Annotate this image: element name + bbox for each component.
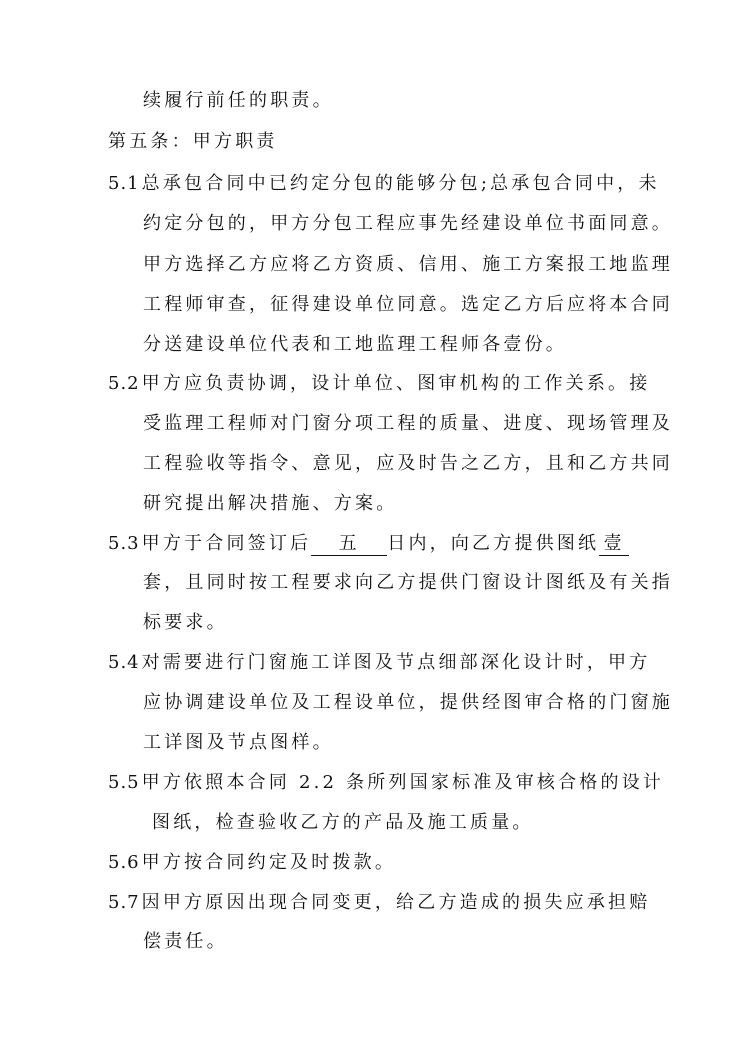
clause-number: 5.6 <box>108 852 140 873</box>
clause-number: 5.7 <box>108 892 140 913</box>
clause-number: 5.4 <box>108 652 140 673</box>
article-heading: 第五条：甲方职责 <box>108 131 278 152</box>
clause-5-3: 5.3 甲方于合同签订后 五 日内，向乙方提供图纸 壹 <box>108 532 629 556</box>
clause-5-4-line-3: 工详图及节点图样。 <box>143 732 334 753</box>
fill-blank-days: 五 <box>311 533 387 556</box>
clause-5-2-line-4: 研究提出解决措施、方案。 <box>143 493 398 514</box>
clause-5-1-line-2: 约定分包的，甲方分包工程应事先经建设单位书面同意。 <box>143 213 673 234</box>
text-line-continuation: 续履行前任的职责。 <box>143 90 334 111</box>
clause-5-7: 5.7 因甲方原因出现合同变更，给乙方造成的损失应承担赔 <box>108 892 651 913</box>
clause-5-5-line-2: 图纸，检查验收乙方的产品及施工质量。 <box>152 812 534 833</box>
clause-5-1-line-4: 工程师审查，征得建设单位同意。选定乙方后应将本合同 <box>143 294 673 315</box>
clause-5-2-line-3: 工程验收等指令、意见，应及时告之乙方，且和乙方共同 <box>143 453 673 474</box>
clause-5-1-line-5: 分送建设单位代表和工地监理工程师各壹份。 <box>143 334 567 355</box>
clause-5-3-line-3: 标要求。 <box>143 612 228 633</box>
clause-5-1: 5.1 总承包合同中已约定分包的能够分包;总承包合同中，未 <box>108 173 660 194</box>
clause-number: 5.2 <box>108 373 140 394</box>
clause-5-6: 5.6 甲方按合同约定及时拨款。 <box>108 852 397 873</box>
clause-5-7-line-2: 偿责任。 <box>143 931 228 952</box>
clause-number: 5.3 <box>108 533 140 554</box>
clause-5-5: 5.5 甲方依照本合同 2.2 条所列国家标准及审核合格的设计 <box>108 772 665 793</box>
clause-5-2: 5.2 甲方应负责协调，设计单位、图审机构的工作关系。接 <box>108 373 651 394</box>
clause-5-4-line-2: 应协调建设单位及工程设单位，提供经图审合格的门窗施 <box>143 692 673 713</box>
clause-number: 5.5 <box>108 772 140 793</box>
clause-5-2-line-2: 受监理工程师对门窗分项工程的质量、进度、现场管理及 <box>143 413 673 434</box>
clause-5-1-line-3: 甲方选择乙方应将乙方资质、信用、施工方案报工地监理 <box>143 254 673 275</box>
clause-5-4: 5.4 对需要进行门窗施工详图及节点细部深化设计时，甲方 <box>108 652 651 673</box>
clause-5-3-line-2: 套，且同时按工程要求向乙方提供门窗设计图纸及有关指 <box>143 572 673 593</box>
fill-blank-copies: 壹 <box>599 533 629 556</box>
clause-number: 5.1 <box>108 173 140 194</box>
